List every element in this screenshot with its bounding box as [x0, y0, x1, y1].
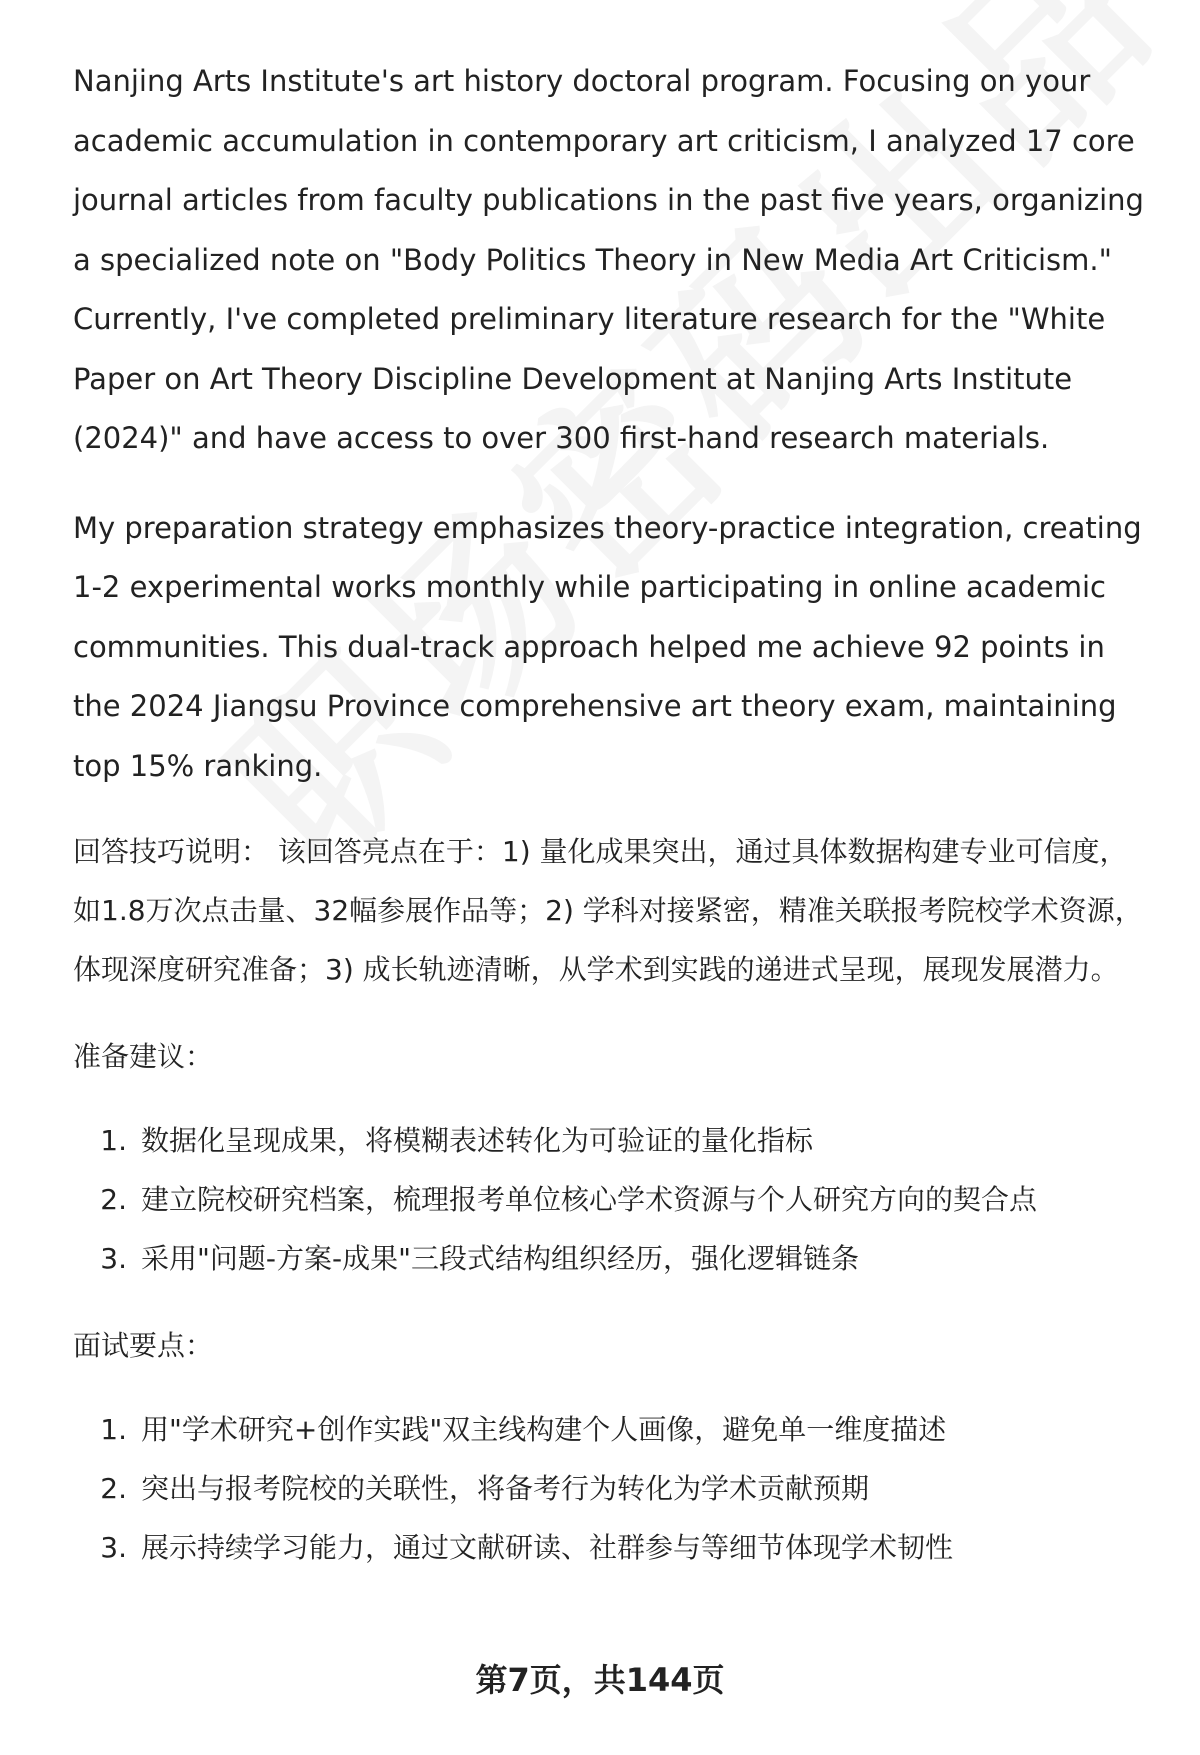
list-item — [73, 1111, 1153, 1170]
body-paragraph-2: My preparation strategy emphasizes theory-practice integration, creating 1-2 experimental works monthly while participating in online academic communities. This dual-track approach helped me achieve 92 points in the 2024 Jiangsu Province comprehensive art theory exam, maintaining top 15% ranking. — [73, 510, 1142, 783]
list-item — [73, 1459, 1153, 1518]
list-text: 用"学术研究+创作实践"双主线构建个人画像，避免单一维度描述 — [141, 1413, 947, 1446]
list-text: 建立院校研究档案，梳理报考单位核心学术资源与个人研究方向的契合点 — [141, 1183, 1038, 1216]
list-number: 3. — [100, 1242, 127, 1275]
list-text: 采用"问题-方案-成果"三段式结构组织经历，强化逻辑链条 — [141, 1242, 859, 1275]
page-number-footer: 第7页，共144页 — [475, 1661, 725, 1699]
list-number: 2. — [100, 1183, 127, 1216]
interview-list — [73, 1400, 1153, 1577]
list-number: 2. — [100, 1472, 127, 1505]
list-item — [73, 1400, 1153, 1459]
list-item — [73, 1170, 1153, 1229]
list-text: 数据化呈现成果，将模糊表述转化为可验证的量化指标 — [141, 1124, 814, 1157]
answer-tips-paragraph: 回答技巧说明： 该回答亮点在于：1) 量化成果突出，通过具体数据构建专业可信度，如1.8万次点击量、32幅参展作品等；2) 学科对接紧密，精准关联报考院校学术资源，体现深度研究准备；3) 成长轨迹清晰，从学术到实践的递进式呈现，展现发展潜力。 — [73, 835, 1143, 986]
list-text: 突出与报考院校的关联性，将备考行为转化为学术贡献预期 — [141, 1472, 870, 1505]
list-text: 展示持续学习能力，通过文献研读、社群参与等细节体现学术韧性 — [141, 1531, 954, 1564]
preparation-heading: 准备建议： — [73, 1040, 214, 1073]
document-body — [73, 52, 1153, 1577]
interview-heading: 面试要点： — [73, 1329, 214, 1362]
list-item — [73, 1518, 1153, 1577]
preparation-list — [73, 1111, 1153, 1288]
body-paragraph-1: Nanjing Arts Institute's art history doctoral program. Focusing on your academic accumulation in contemporary art criticism, I analyzed 17 core journal articles from faculty publications in the past five years, organizing a specialized note on "Body Politics Theory in New Media Art Criticism." Currently, I've completed preliminary literature research for the "White Paper on Art Theory Discipline Development at Nanjing Arts Institute (2024)" and have access to over 300 first-hand research materials. — [73, 64, 1144, 455]
list-number: 3. — [100, 1531, 127, 1564]
list-number: 1. — [100, 1413, 127, 1446]
list-item — [73, 1229, 1153, 1288]
list-number: 1. — [100, 1124, 127, 1157]
